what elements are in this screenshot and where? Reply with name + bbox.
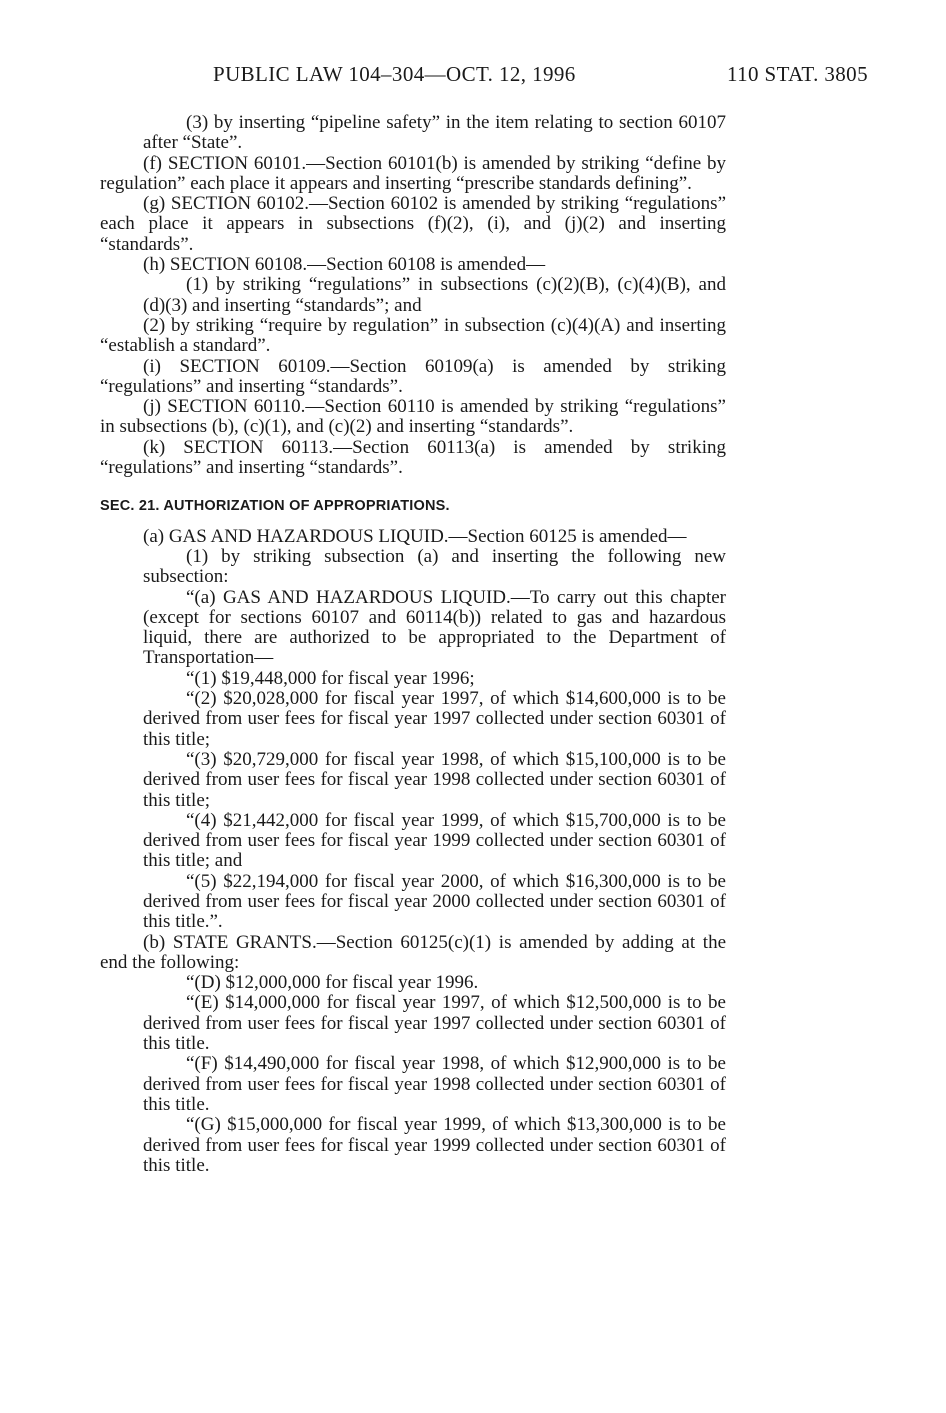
quoted-item-5: “(5) $22,194,000 for fiscal year 2000, of which $16,300,000 is to be derived from user fees for fiscal year 2000 collected under section 60301 of this title.”.: [143, 870, 726, 933]
running-header: [213, 62, 868, 92]
paragraph-section-60101: (f) SECTION 60101.—Section 60101(b) is amended by striking “define by regulation” each place it appears and inserting “prescribe standards defining”.: [100, 152, 726, 194]
quoted-item-e: “(E) $14,000,000 for fiscal year 1997, of which $12,500,000 is to be derived from user fees for fiscal year 1997 collected under section 60301 of this title.: [143, 992, 726, 1055]
paragraph-section-60110: (j) SECTION 60110.—Section 60110 is amended by striking “regulations” in subsections (b), (c)(1), and (c)(2) and inserting “standards”.: [100, 396, 726, 438]
paragraph-section-60108: (h) SECTION 60108.—Section 60108 is amended—: [143, 254, 546, 276]
quoted-item-2: “(2) $20,028,000 for fiscal year 1997, of which $14,600,000 is to be derived from user fees for fiscal year 1997 collected under section 60301 of this title;: [143, 688, 726, 750]
paragraph-section-60102: (g) SECTION 60102.—Section 60102 is amended by striking “regulations” each place it appears in subsections (f)(2), (i), and (j)(2) and inserting “standards”.: [100, 193, 726, 255]
quoted-subsection-a: “(a) GAS AND HAZARDOUS LIQUID.—To carry out this chapter (except for sections 60107 and 60114(b)) related to gas and hazardous liquid, there are authorized to be appropriated to the Department of Transportation—: [143, 586, 726, 669]
body-text: [100, 113, 726, 1176]
quoted-item-g: “(G) $15,000,000 for fiscal year 1999, of which $13,300,000 is to be derived from user fees for fiscal year 1999 collected under section 60301 of this title.: [143, 1114, 726, 1176]
quoted-item-1: “(1) $19,448,000 for fiscal year 1996;: [186, 667, 475, 689]
paragraph-item-3: (3) by inserting “pipeline safety” in the item relating to section 60107 after “State”.: [143, 112, 726, 154]
header-public-law: PUBLIC LAW 104–304—OCT. 12, 1996: [213, 62, 576, 86]
quoted-item-4: “(4) $21,442,000 for fiscal year 1999, of which $15,700,000 is to be derived from user fees for fiscal year 1999 collected under section 60301 of this title; and: [143, 809, 726, 872]
quoted-item-d: “(D) $12,000,000 for fiscal year 1996.: [186, 972, 479, 994]
paragraph-section-60113: (k) SECTION 60113.—Section 60113(a) is amended by striking “regulations” and inserting “standards”.: [100, 436, 726, 479]
paragraph-gas-hazardous: (a) GAS AND HAZARDOUS LIQUID.—Section 60125 is amended—: [143, 525, 687, 547]
header-stat-page: 110 STAT. 3805: [726, 62, 868, 86]
quoted-item-3: “(3) $20,729,000 for fiscal year 1998, of which $15,100,000 is to be derived from user fees for fiscal year 1998 collected under section 60301 of this title;: [143, 748, 726, 811]
section-heading: SEC. 21. AUTHORIZATION OF APPROPRIATIONS.: [100, 498, 450, 515]
paragraph-section-60109: (i) SECTION 60109.—Section 60109(a) is amended by striking “regulations” and inserting “standards”.: [100, 355, 726, 397]
paragraph-state-grants: (b) STATE GRANTS.—Section 60125(c)(1) is amended by adding at the end the following:: [100, 931, 726, 973]
paragraph-gas-hazardous-1: (1) by striking subsection (a) and inserting the following new subsection:: [143, 545, 726, 588]
quoted-item-f: “(F) $14,490,000 for fiscal year 1998, of which $12,900,000 is to be derived from user fees for fiscal year 1998 collected under section 60301 of this title.: [143, 1053, 726, 1115]
paragraph-section-60108-1: (1) by striking “regulations” in subsections (c)(2)(B), (c)(4)(B), and (d)(3) and inserting “standards”; and: [143, 274, 726, 316]
paragraph-section-60108-2: (2) by striking “require by regulation” in subsection (c)(4)(A) and inserting “establish a standard”.: [100, 314, 726, 357]
